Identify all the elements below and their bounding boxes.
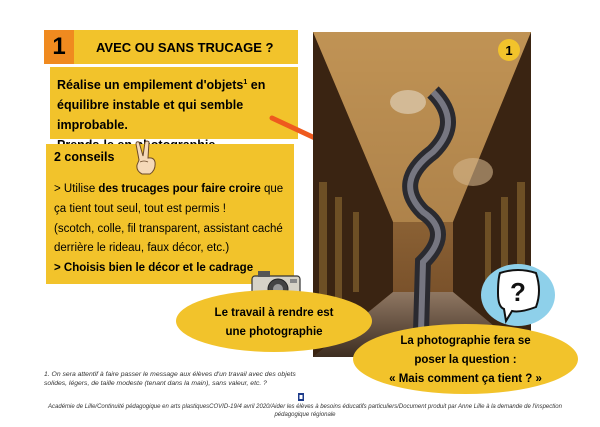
- intro-line1: Réalise un empilement d'objets: [57, 78, 244, 93]
- tip-line-2: ça tient tout seul, tout est permis !: [54, 203, 226, 215]
- tip-line-1: [54, 183, 283, 195]
- work-line1: Le travail à rendre est: [214, 307, 334, 319]
- tip-line-5: > Choisis bien le décor et le cadrage: [54, 262, 254, 274]
- question-line2: poser la question :: [414, 354, 517, 366]
- tip-line-3: (scotch, colle, fil transparent, assistant caché: [54, 223, 283, 235]
- photo-badge: 1: [498, 39, 520, 61]
- tip-prefix: > Utilise: [54, 183, 99, 195]
- intro-text: [57, 73, 297, 155]
- intro-line1-end: en: [247, 78, 266, 93]
- credits-line2: pédagogique régionale: [274, 412, 336, 418]
- tip-suffix: que: [260, 183, 284, 195]
- tip-bold: des trucages pour faire croire: [98, 183, 261, 195]
- footnote: [44, 370, 344, 388]
- question-line1: La photographie fera se: [400, 335, 531, 347]
- work-bubble-text: [176, 304, 372, 342]
- footnote-line2: solides, légers, de taille modeste (tenant dans la main), sans valeur, etc. ?: [44, 380, 267, 387]
- question-line3: « Mais comment ça tient ? »: [389, 373, 542, 385]
- credits: [40, 403, 570, 419]
- credits-line1: Académie de Lille/Continuité pédagogique en arts plastiquesCOVID-19/4 avril 2020/Aider les élèves à besoins éducatifs particuliers/Document produit par Anne Lille à la demande de l'inspection: [48, 404, 562, 410]
- question-mark: ?: [510, 277, 526, 307]
- tip-line-4: derrière le rideau, faux décor, etc.): [54, 242, 230, 254]
- tips-title: 2 conseils: [54, 150, 115, 164]
- intro-line2: équilibre instable et qui semble improbable.: [57, 98, 244, 133]
- work-line2: une photographie: [225, 326, 323, 338]
- academy-logo-icon: [297, 393, 305, 401]
- footnote-mark: 1: [243, 79, 248, 86]
- step-number: 1: [44, 30, 74, 64]
- footnote-line1: 1. On sera attentif à faire passer le message aux élèves d'un travail avec des objets: [44, 371, 296, 378]
- question-bubble-text: [353, 332, 578, 389]
- page-title: AVEC OU SANS TRUCAGE ?: [96, 39, 274, 55]
- question-bubble-icon: [480, 263, 556, 333]
- victory-hand-icon: [132, 140, 158, 176]
